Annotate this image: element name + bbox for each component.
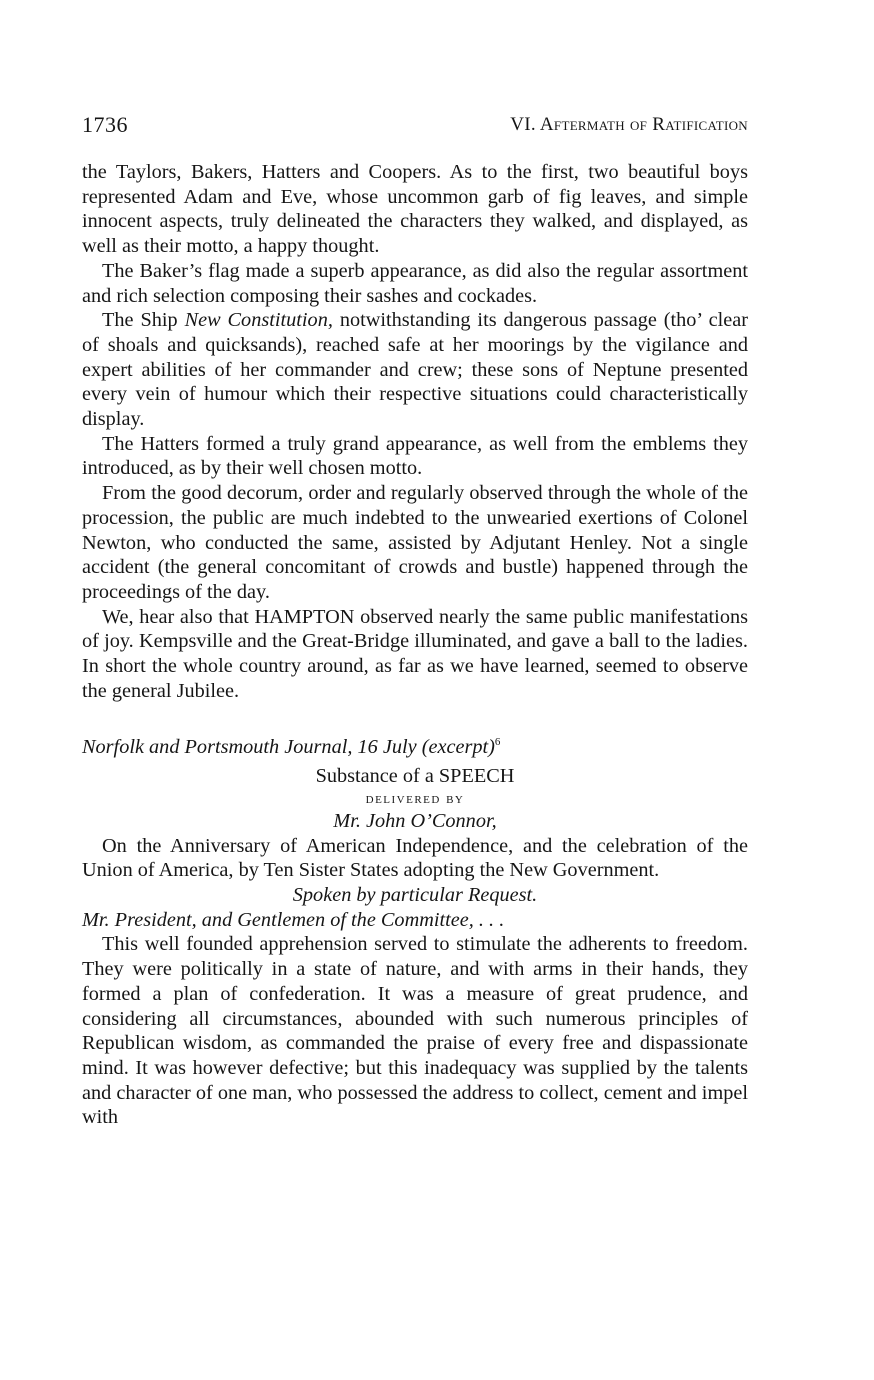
speaker-name: Mr. John O’Connor, [333,809,497,832]
running-head-prefix: VI. A [510,114,554,135]
ship-text-before: The Ship [102,309,185,332]
paragraph-hatters: The Hatters formed a truly grand appearance, as well from the emblems they introduced, as by their well chosen motto. [82,432,748,480]
source-citation [82,730,748,760]
speech-request: Spoken by particular Request. [292,883,538,906]
running-head-smallcaps-1: ftermath of [553,114,653,135]
speech-salutation: Mr. President, and Gentlemen of the Committee, . . . [82,908,505,931]
running-head [510,114,748,136]
running-head-smallcaps-2: atification [665,114,748,135]
page-number: 1736 [82,112,128,137]
paragraph-bakers: The Baker’s flag made a superb appearance, as did also the regular assortment and rich selection composing their sashes and cockades. [82,259,748,307]
ship-name: New Constitution, [184,309,333,332]
speech-title: Substance of a SPEECH [315,765,515,788]
page-header [82,112,748,142]
ship-text-after: notwithstanding its dangerous passage (tho’ clear of shoals and quicksands), reached safe at her moorings by the vigilance and expert abilities of her commander and crew; these sons of Neptune presented every vein of humour which their respective situations could characteristically display. [82,309,748,431]
paragraph-hampton: We, hear also that HAMPTON observed nearly the same public manifestations of joy. Kempsville and the Great-Bridge illuminated, and gave a ball to the ladies. In short the whole country around, as far as we have learned, seemed to observe the general Jubilee. [82,605,748,702]
speech-occasion: On the Anniversary of American Independence, and the celebration of the Union of America, by Ten Sister States adopting the New Government. [82,834,748,882]
speech-body: This well founded apprehension served to stimulate the adherents to freedom. They were politically in a state of nature, and with arms in their hands, they formed a plan of confederation. It was a measure of great prudence, and considering all circumstances, abounded with such numerous principles of Republican wisdom, as commanded the praise of every free and dispassionate mind. It was however defective; but this inadequacy was supplied by the talents and character of one man, who possessed the address to collect, cement and impel with [82,933,748,1129]
body-text [82,160,748,1130]
source-title: Norfolk and Portsmouth Journal, 16 July (excerpt) [82,736,495,759]
paragraph-ship [82,308,748,432]
running-head-r: R [652,114,666,135]
paragraph-taylors: the Taylors, Bakers, Hatters and Coopers. As to the first, two beautiful boys represented Adam and Eve, whose uncommon garb of fig leaves, and simple innocent aspects, truly delineated the characters they walked, and displayed, as well as their motto, a happy thought. [82,161,748,258]
paragraph-decorum: From the good decorum, order and regularly observed through the whole of the procession, the public are much indebted to the unwearied exertions of Colonel Newton, who conducted the same, assisted by Adjutant Henley. Not a single accident (the general concomitant of crowds and bustle) happened through the proceedings of the day. [82,482,748,603]
delivered-by: delivered by [365,790,465,807]
footnote-marker: 6 [494,736,501,749]
